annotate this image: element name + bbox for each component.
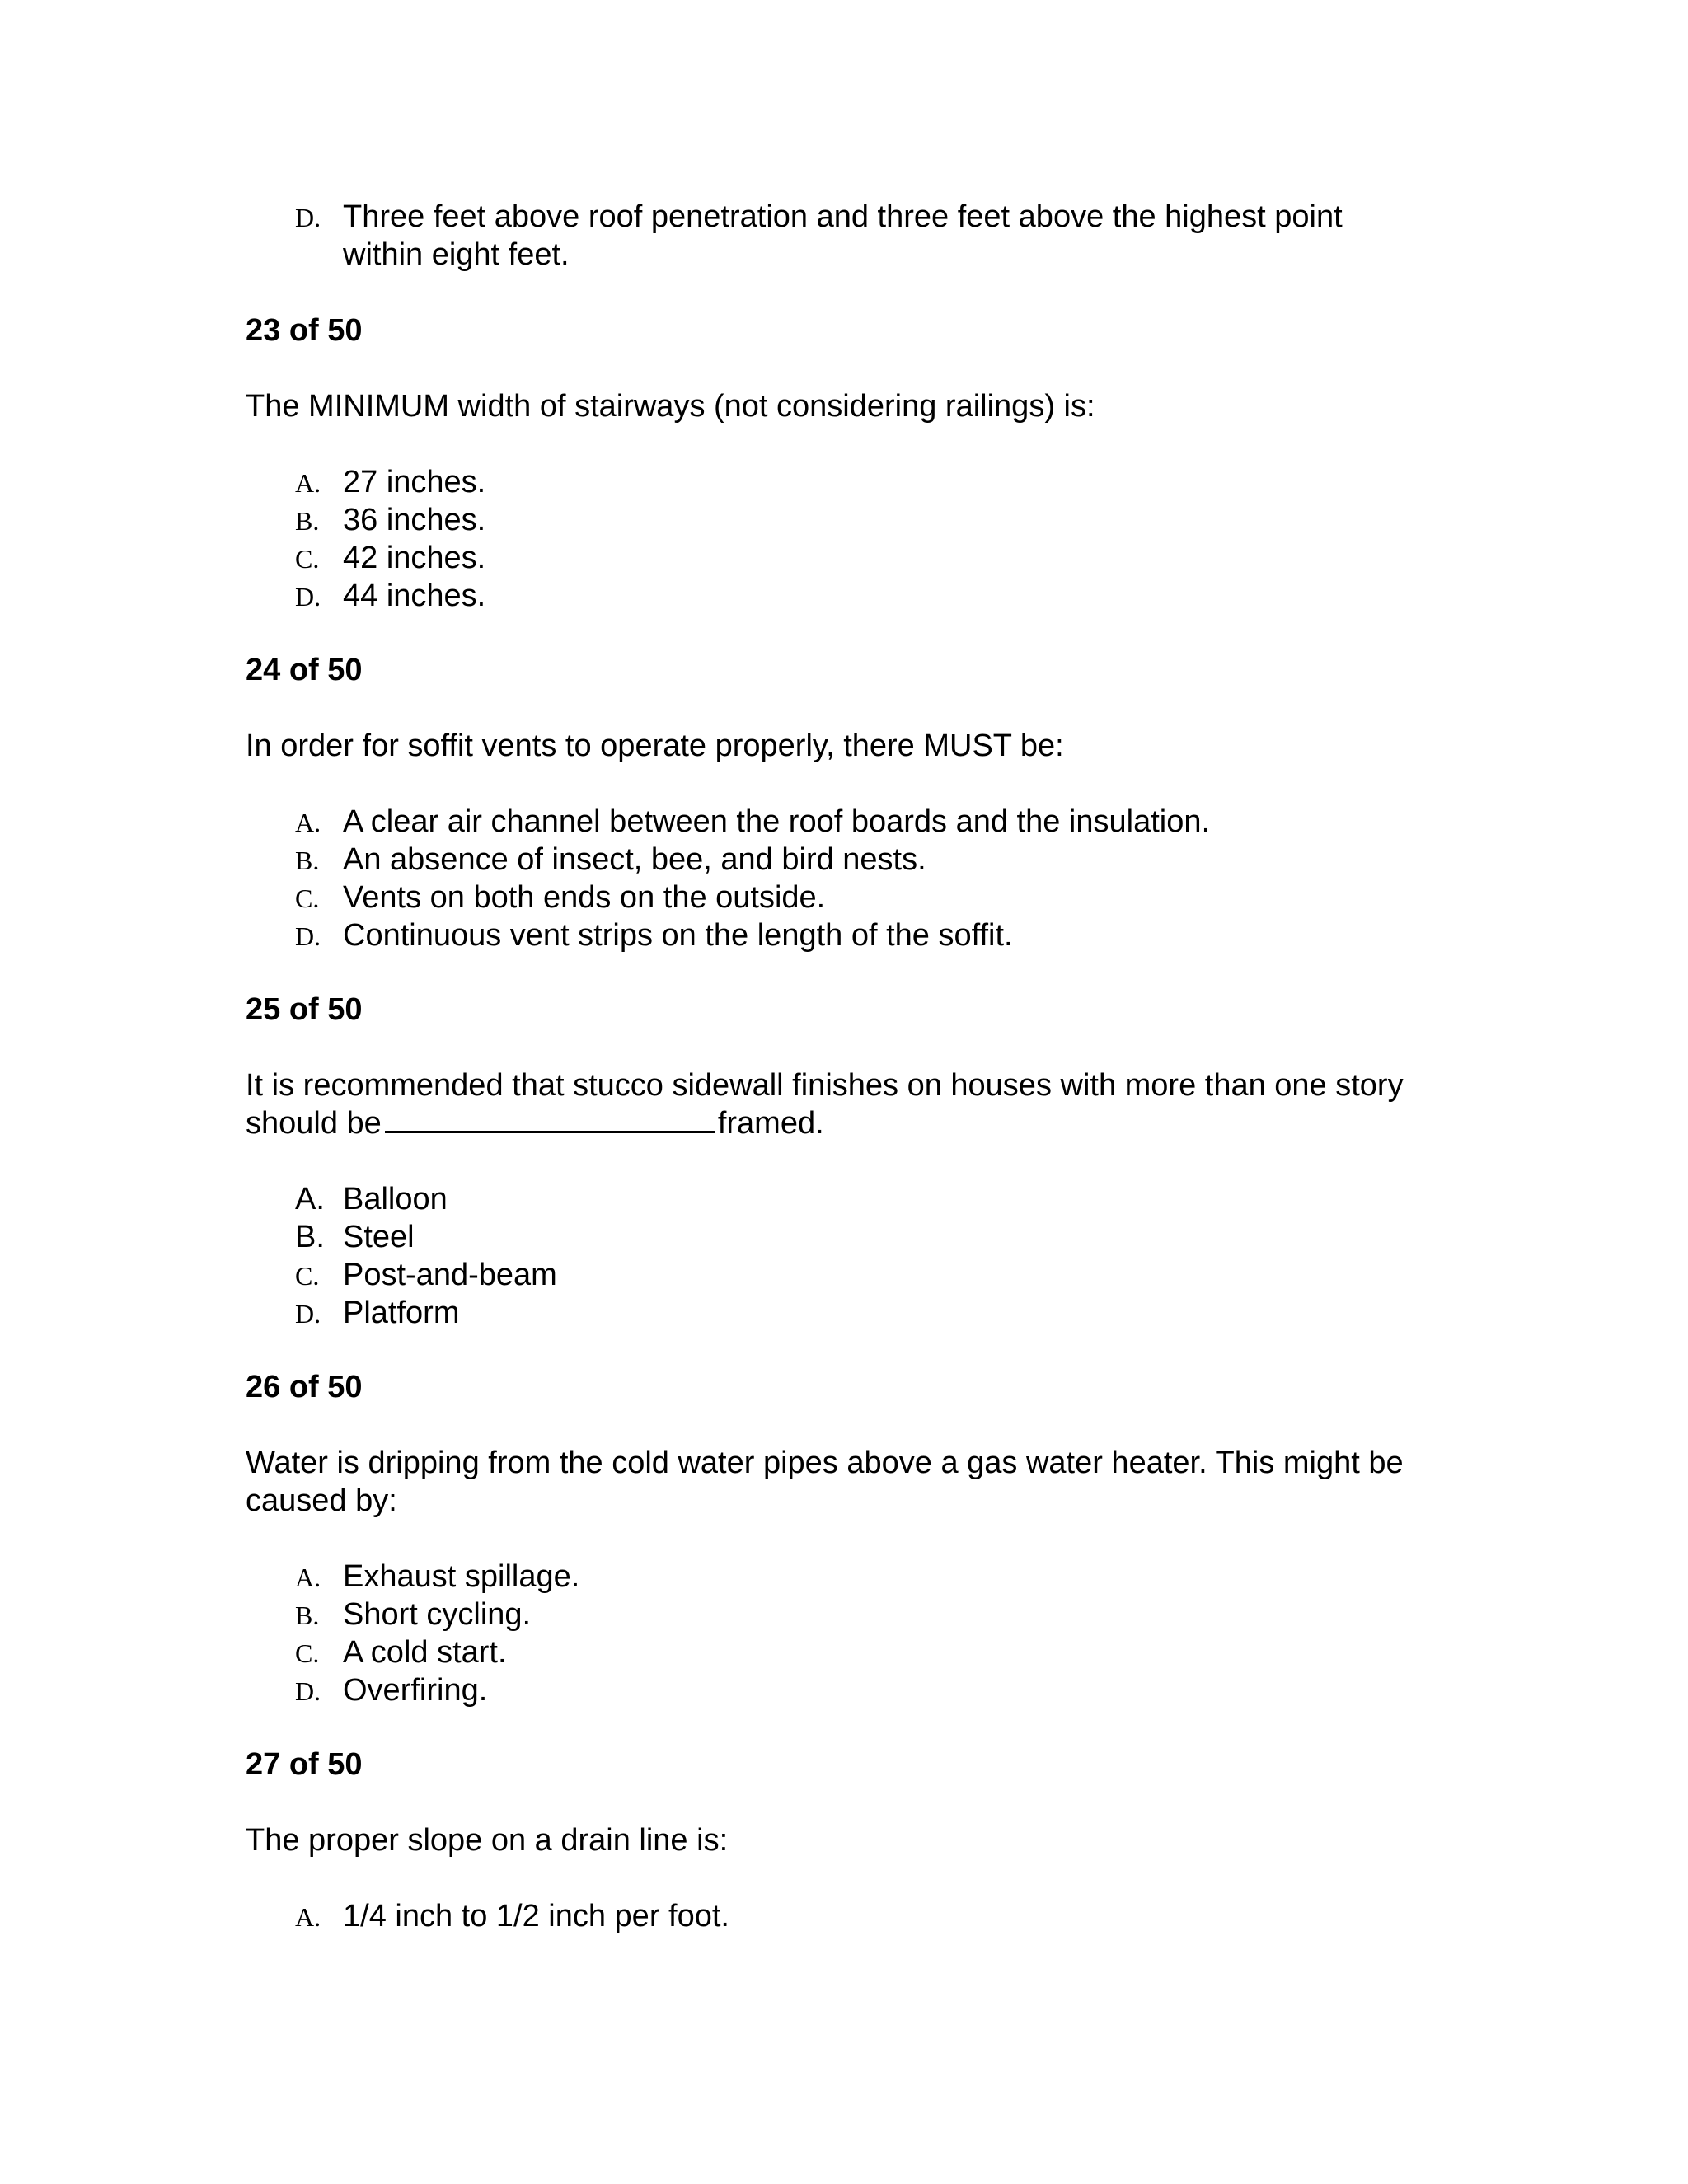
question-24-option-a	[295, 803, 1210, 841]
question-25-option-c	[295, 1256, 557, 1294]
option-text: Overfiring.	[343, 1673, 488, 1708]
option-letter: D.	[295, 1676, 321, 1706]
option-text: A cold start.	[343, 1635, 507, 1670]
option-letter: A.	[295, 808, 321, 837]
question-26-stem: Water is dripping from the cold water pipes above a gas water heater. This might be caused by:	[246, 1446, 1404, 1518]
option-letter: C.	[295, 1261, 320, 1291]
question-25-option-d	[295, 1294, 459, 1332]
answer-blank	[385, 1106, 715, 1133]
option-text: 36 inches.	[343, 503, 486, 537]
carryover-option-d	[295, 198, 1431, 274]
question-26-option-a	[295, 1558, 579, 1596]
question-25-stem-before: It is recommended that stucco sidewall finishes on houses with more than one story should be	[246, 1068, 1404, 1141]
question-23-stem: The MINIMUM width of stairways (not considering railings) is:	[246, 389, 1095, 424]
option-letter: B.	[295, 1220, 325, 1254]
question-24-stem: In order for soffit vents to operate properly, there MUST be:	[246, 729, 1064, 763]
option-text: 44 inches.	[343, 579, 486, 613]
option-text: Post-and-beam	[343, 1258, 557, 1292]
question-25-stem	[246, 1066, 1432, 1142]
option-letter: B.	[295, 846, 320, 875]
question-23-option-d	[295, 577, 485, 615]
question-26-option-b	[295, 1596, 531, 1633]
option-letter: A.	[295, 1902, 321, 1932]
option-letter: D.	[295, 921, 321, 951]
option-text: An absence of insect, bee, and bird nests.	[343, 842, 926, 877]
question-23-option-b	[295, 501, 485, 539]
option-letter: D.	[295, 203, 321, 232]
question-26-option-c	[295, 1633, 507, 1671]
option-letter: D.	[295, 1299, 321, 1329]
question-23-option-c	[295, 539, 485, 577]
question-27-stem: The proper slope on a drain line is:	[246, 1823, 729, 1858]
option-letter: C.	[295, 883, 320, 913]
option-letter: B.	[295, 1601, 320, 1630]
option-letter: A.	[295, 1563, 321, 1592]
option-text: 27 inches.	[343, 465, 486, 499]
option-letter: D.	[295, 582, 321, 612]
option-text: Three feet above roof penetration and three feet above the highest point within eight feet.	[343, 199, 1343, 272]
option-text: Steel	[343, 1220, 415, 1254]
question-27-option-a	[295, 1897, 729, 1935]
question-25-heading: 25 of 50	[246, 992, 363, 1027]
option-letter: B.	[295, 506, 320, 536]
question-25-stem-after: framed.	[717, 1106, 824, 1141]
question-24-option-b	[295, 841, 926, 879]
option-text: Platform	[343, 1296, 460, 1330]
option-letter: A.	[295, 1182, 325, 1216]
question-26-heading: 26 of 50	[246, 1370, 363, 1404]
question-25-option-b	[295, 1218, 415, 1256]
option-text: A clear air channel between the roof boards and the insulation.	[343, 804, 1211, 839]
option-letter: C.	[295, 544, 320, 574]
option-text: Continuous vent strips on the length of the soffit.	[343, 918, 1013, 953]
question-23-option-a	[295, 463, 485, 501]
question-25-option-a	[295, 1180, 448, 1218]
option-letter: C.	[295, 1638, 320, 1668]
option-text: 1/4 inch to 1/2 inch per foot.	[343, 1899, 729, 1933]
question-27-heading: 27 of 50	[246, 1747, 363, 1782]
option-text: Vents on both ends on the outside.	[343, 880, 826, 915]
question-23-heading: 23 of 50	[246, 313, 363, 348]
option-text: Exhaust spillage.	[343, 1559, 580, 1594]
option-text: Short cycling.	[343, 1597, 532, 1632]
question-26-option-d	[295, 1671, 487, 1709]
question-24-heading: 24 of 50	[246, 653, 363, 687]
question-24-option-d	[295, 916, 1013, 954]
option-letter: A.	[295, 468, 321, 498]
option-text: 42 inches.	[343, 541, 486, 575]
option-text: Balloon	[343, 1182, 448, 1216]
question-24-option-c	[295, 879, 825, 916]
